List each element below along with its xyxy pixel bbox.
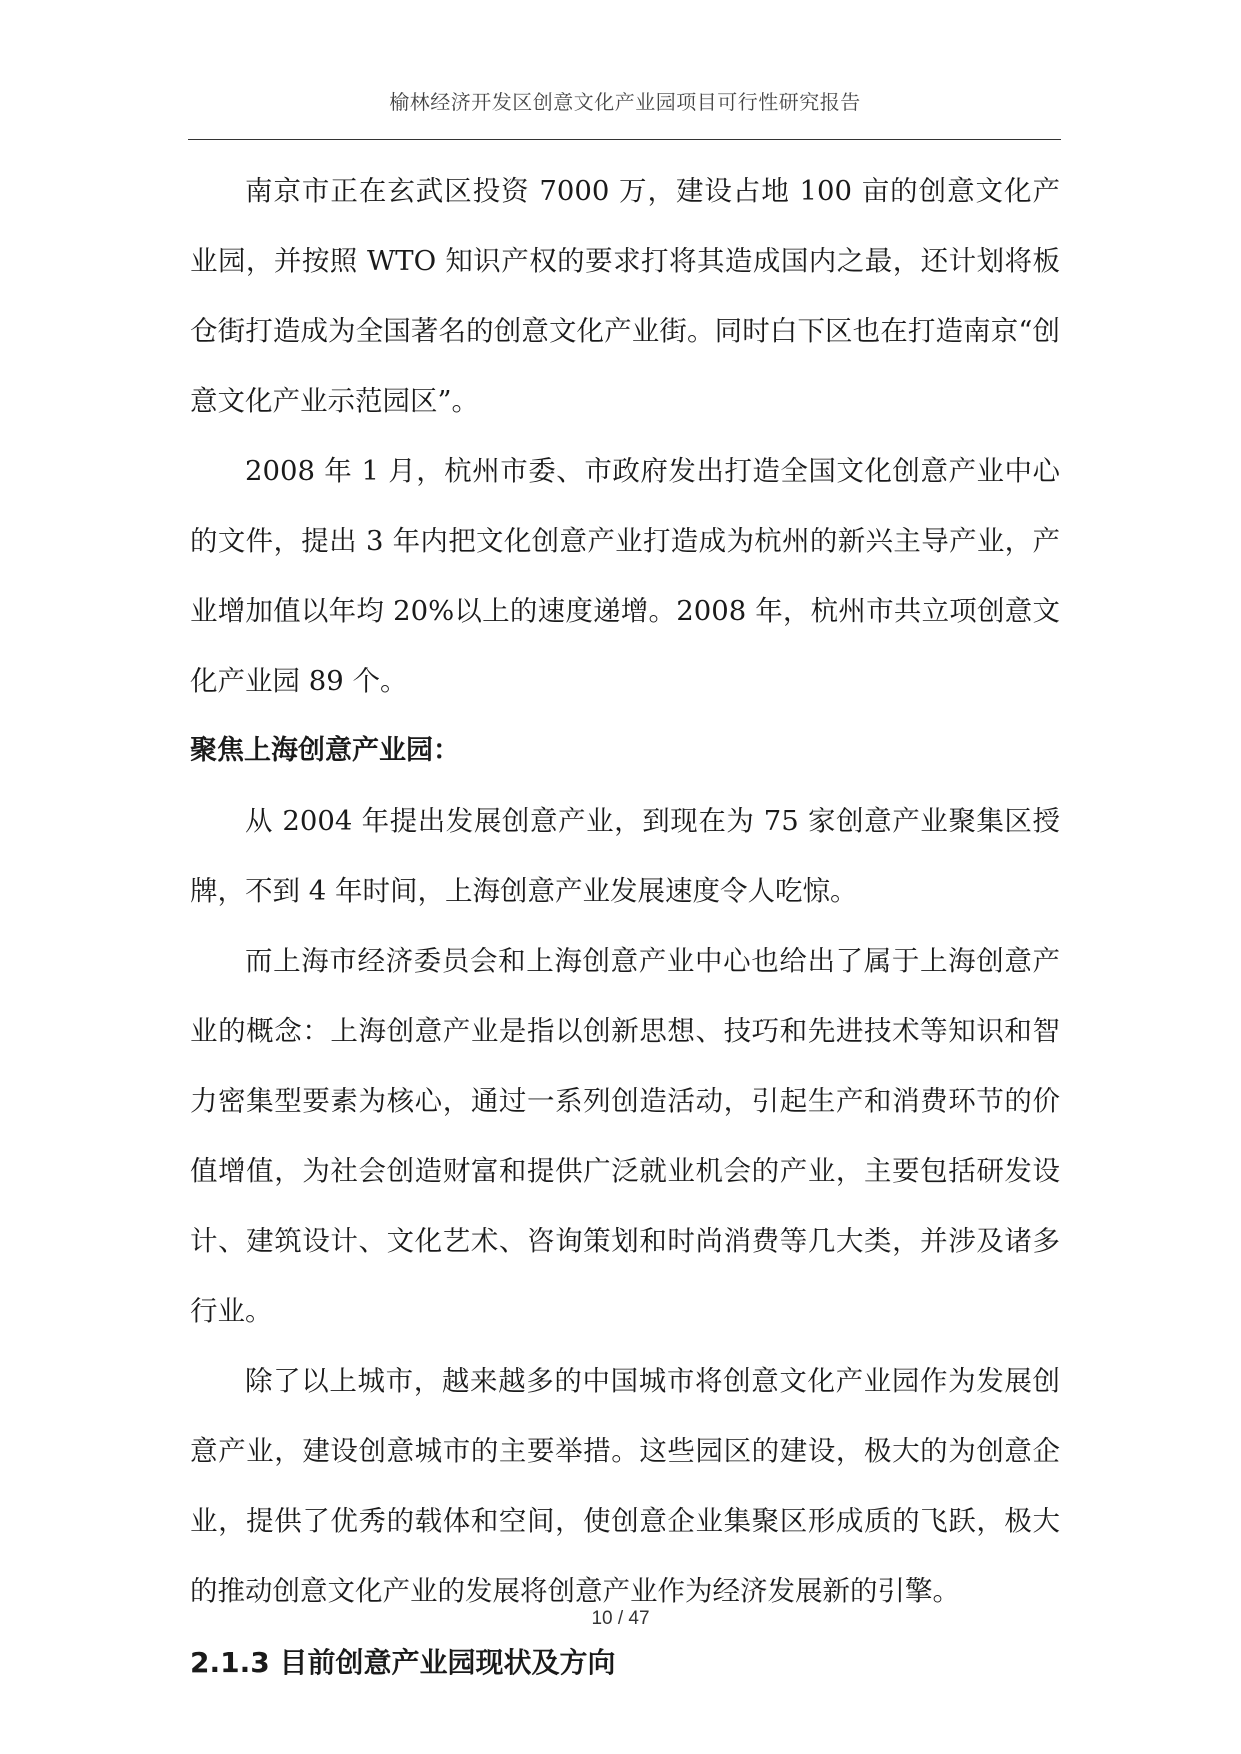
paragraph-shanghai-development: 从 2004 年提出发展创意产业，到现在为 75 家创意产业聚集区授牌，不到 4 年时间，上海创意产业发展速度令人吃惊。	[190, 805, 1060, 907]
document-body	[190, 156, 1060, 1700]
page-number: 10 / 47	[591, 1608, 650, 1629]
paragraph-shanghai-concept: 而上海市经济委员会和上海创意产业中心也给出了属于上海创意产业的概念：上海创意产业是指以创新思想、技巧和先进技术等知识和智力密集型要素为核心，通过一系列创造活动，引起生产和消费环节的价值增值，为社会创造财富和提供广泛就业机会的产业，主要包括研发设计、建筑设计、文化艺术、咨询策划和时尚消费等几大类，并涉及诸多行业。	[190, 945, 1060, 1327]
paragraph-hangzhou: 2008 年 1 月，杭州市委、市政府发出打造全国文化创意产业中心的文件，提出 3 年内把文化创意产业打造成为杭州的新兴主导产业，产业增加值以年均 20%以上的速度递增。2008 年，杭州市共立项创意文化产业园 89 个。	[190, 455, 1060, 697]
running-header: 榆林经济开发区创意文化产业园项目可行性研究报告	[389, 90, 861, 114]
header-divider	[188, 139, 1061, 140]
paragraph-other-cities: 除了以上城市，越来越多的中国城市将创意文化产业园作为发展创意产业，建设创意城市的主要举措。这些园区的建设，极大的为创意企业，提供了优秀的载体和空间，使创意企业集聚区形成质的飞跃，极大的推动创意文化产业的发展将创意产业作为经济发展新的引擎。	[190, 1365, 1060, 1607]
paragraph-nanjing: 南京市正在玄武区投资 7000 万，建设占地 100 亩的创意文化产业园，并按照 WTO 知识产权的要求打将其造成国内之最，还计划将板仓街打造成为全国著名的创意文化产业街。同时白下区也在打造南京“创意文化产业示范园区”。	[190, 175, 1060, 417]
heading-shanghai: 聚焦上海创意产业园：	[190, 735, 460, 766]
section-heading-2-1-3: 2.1.3 目前创意产业园现状及方向	[190, 1646, 616, 1679]
